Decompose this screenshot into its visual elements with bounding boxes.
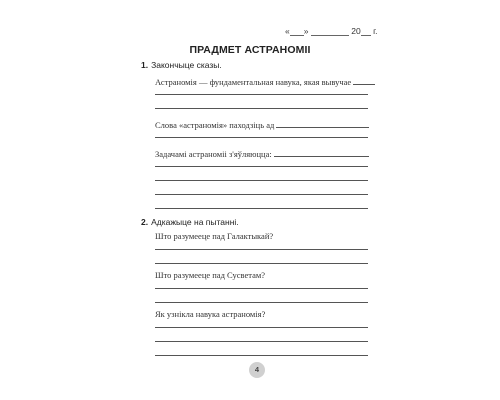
task-1-item-2 <box>155 119 369 130</box>
task-1-heading <box>141 60 222 70</box>
task-1-item-3-text: Задачамі астраноміі з'яўляюцца: <box>155 149 272 159</box>
task-2-instruction: Адкажыце на пытанні. <box>151 217 239 227</box>
answer-line[interactable] <box>155 355 368 356</box>
page-title: ПРАДМЕТ АСТРАНОМІІ <box>189 44 311 56</box>
task-2-question-2: Што разумееце пад Сусветам? <box>155 270 265 280</box>
task-2-question-1: Што разумееце пад Галактыкай? <box>155 231 274 241</box>
answer-line[interactable] <box>155 288 368 289</box>
date-suffix: г. <box>373 26 378 36</box>
answer-line[interactable] <box>155 263 368 264</box>
answer-line[interactable] <box>274 148 369 157</box>
date-close-quote: » <box>303 26 309 36</box>
answer-line[interactable] <box>155 108 368 109</box>
task-1-item-2-text: Слова «астраномія» паходзіць ад <box>155 120 275 130</box>
answer-line[interactable] <box>155 180 368 181</box>
date-year-blank[interactable] <box>361 26 371 36</box>
date-month-blank[interactable] <box>311 26 349 36</box>
date-day-blank[interactable] <box>290 26 304 36</box>
task-2-heading <box>141 217 239 227</box>
task-2-number: 2. <box>141 217 149 227</box>
answer-line[interactable] <box>155 341 368 342</box>
answer-line[interactable] <box>155 249 368 250</box>
answer-line[interactable] <box>155 137 368 138</box>
task-1-item-3 <box>155 148 369 159</box>
page-number-badge: 4 <box>249 362 265 378</box>
answer-line[interactable] <box>276 119 369 128</box>
answer-line[interactable] <box>155 94 368 95</box>
task-1-item-1-text: Астраномія — фундаментальная навука, якая вывучае <box>155 77 352 87</box>
answer-line[interactable] <box>155 302 368 303</box>
task-2-question-3: Як узнікла навука астраномія? <box>155 309 266 319</box>
answer-line[interactable] <box>353 76 375 85</box>
date-line <box>285 26 378 36</box>
task-1-item-1 <box>155 76 375 87</box>
task-1-number: 1. <box>141 60 149 70</box>
answer-line[interactable] <box>155 208 368 209</box>
answer-line[interactable] <box>155 194 368 195</box>
task-1-instruction: Закончыце сказы. <box>151 60 222 70</box>
date-year: 20 <box>351 26 361 36</box>
answer-line[interactable] <box>155 166 368 167</box>
answer-line[interactable] <box>155 327 368 328</box>
date-open-quote: « <box>285 26 290 36</box>
